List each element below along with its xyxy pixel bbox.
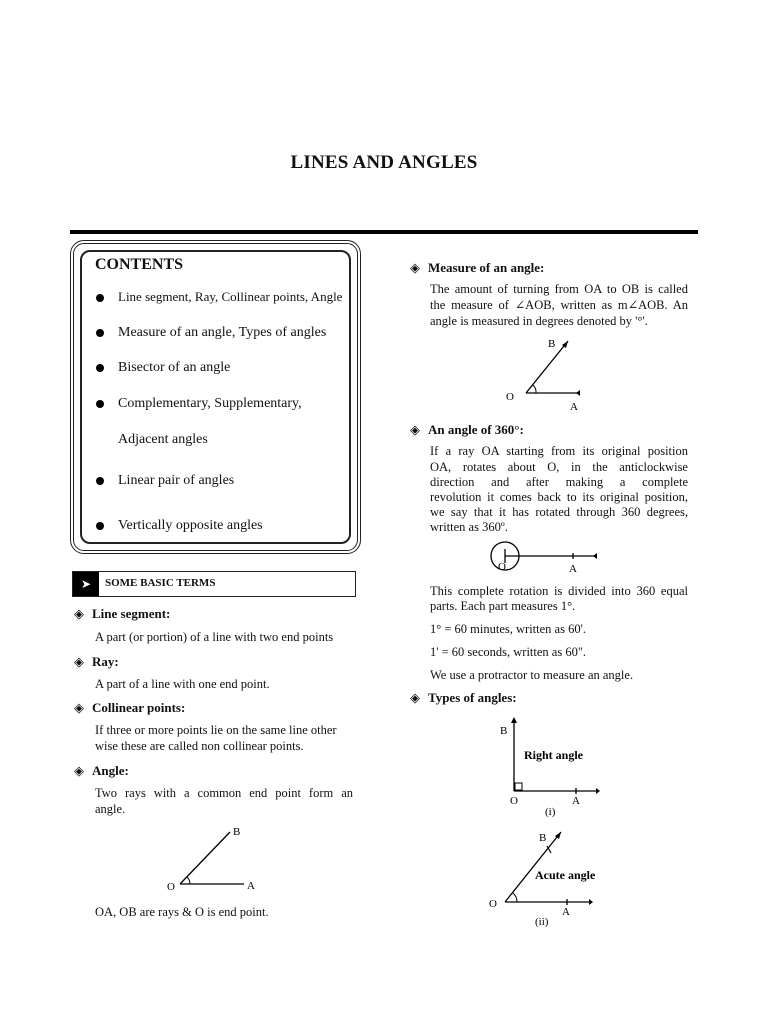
- label-b: B: [539, 832, 547, 844]
- heading-line-segment: ◈ Line segment:: [74, 606, 171, 621]
- contents-item: Complementary, Supplementary,: [96, 396, 302, 412]
- right-angle-figure: [490, 715, 630, 825]
- heading-measure: ◈ Measure of an angle:: [410, 260, 545, 275]
- diamond-icon: ◈: [74, 606, 84, 621]
- measure-line-1: The amount of turning from OA to OB is called: [430, 282, 688, 296]
- arrowhead: [589, 899, 593, 905]
- angle360-line-5: we say that it has rotated through 360 degrees,: [430, 505, 688, 519]
- minutes-line: 1° = 60 minutes, written as 60'.: [430, 622, 586, 636]
- label-b: B: [233, 826, 241, 838]
- bullet-icon: [96, 329, 104, 337]
- seconds-line: 1' = 60 seconds, written as 60".: [430, 645, 587, 659]
- arrowhead: [593, 553, 597, 559]
- rotation-line-1: This complete rotation is divided into 360 equal: [430, 584, 688, 598]
- angle360-line-6: written as 360º.: [430, 520, 508, 534]
- bullet-icon: [96, 400, 104, 408]
- label-a: A: [572, 795, 580, 807]
- acute-angle-figure: [485, 826, 625, 934]
- contents-item: Linear pair of angles: [96, 473, 234, 489]
- label-a: A: [569, 563, 577, 575]
- label-b: B: [548, 338, 556, 350]
- angle-figure-caption: OA, OB are rays & O is end point.: [95, 905, 269, 919]
- protractor-line: We use a protractor to measure an angle.: [430, 668, 634, 682]
- collinear-line-2: wise these are called non collinear points.: [95, 739, 304, 753]
- angle-figure: [160, 820, 280, 900]
- collinear-line-1: If three or more points lie on the same line other: [95, 723, 337, 737]
- label-o: O: [498, 561, 506, 573]
- label-a: A: [247, 880, 255, 892]
- ray-definition: A part of a line with one end point.: [95, 677, 270, 691]
- measure-angle-figure: [500, 335, 600, 415]
- right-angle-marker: [515, 783, 522, 790]
- bullet-icon: [96, 522, 104, 530]
- diamond-icon: ◈: [74, 700, 84, 715]
- figure-caption-ii: (ii): [535, 916, 549, 928]
- rotation-360-figure: [485, 540, 615, 578]
- label-o: O: [167, 881, 175, 893]
- bullet-icon: [96, 477, 104, 485]
- angle-arc: [187, 877, 190, 884]
- heading-angle: ◈ Angle:: [74, 763, 129, 778]
- diamond-icon: ◈: [74, 654, 84, 669]
- arrowhead: [596, 788, 600, 794]
- arrowhead: [511, 717, 517, 723]
- angle-arc: [513, 893, 517, 902]
- contents-item: Bisector of an angle: [96, 360, 230, 376]
- angle360-line-3: direction and after making a complete: [430, 475, 688, 489]
- diamond-icon: ◈: [410, 260, 420, 275]
- contents-item: Measure of an angle, Types of angles: [96, 325, 326, 341]
- bullet-icon: [96, 364, 104, 372]
- arrowhead: [576, 390, 580, 396]
- section-header: [72, 571, 356, 597]
- diamond-icon: ◈: [74, 763, 84, 778]
- label-o: O: [489, 898, 497, 910]
- label-a: A: [562, 906, 570, 918]
- diamond-icon: ◈: [410, 690, 420, 705]
- heading-ray: ◈ Ray:: [74, 654, 119, 669]
- contents-item-continuation: Adjacent angles: [118, 432, 208, 447]
- contents-item: Line segment, Ray, Collinear points, Angle: [96, 289, 342, 305]
- angle-line-1: Two rays with a common end point form an: [95, 786, 353, 800]
- line-segment-definition: A part (or portion) of a line with two end points: [95, 630, 334, 644]
- heading-types-of-angles: ◈ Types of angles:: [410, 690, 517, 705]
- acute-angle-label: Acute angle: [535, 868, 596, 882]
- measure-line-3: angle is measured in degrees denoted by '°'.: [430, 314, 648, 328]
- figure-caption-i: (i): [545, 806, 556, 818]
- angle360-line-2: OA, rotates about O, in the anticlockwise: [430, 460, 688, 474]
- heading-collinear: ◈ Collinear points:: [74, 700, 186, 715]
- measure-line-2: the measure of ∠AOB, written as m∠AOB. An: [430, 298, 688, 312]
- angle360-line-4: revolution it comes back to its original position,: [430, 490, 688, 504]
- label-o: O: [510, 795, 518, 807]
- heading-angle-360: ◈ An angle of 360°:: [410, 422, 524, 437]
- angle-arc: [533, 385, 536, 393]
- right-angle-label: Right angle: [524, 748, 584, 762]
- angle-line-2: angle.: [95, 802, 126, 816]
- rotation-line-2: parts. Each part measures 1°.: [430, 599, 576, 613]
- ray-ob: [180, 832, 230, 884]
- arrow-icon: ➤: [73, 572, 99, 596]
- page-title: LINES AND ANGLES: [290, 152, 478, 173]
- ray-ob: [526, 341, 568, 393]
- ray-ob: [505, 832, 561, 902]
- title-divider: [70, 230, 698, 234]
- label-o: O: [506, 391, 514, 403]
- label-a: A: [570, 401, 578, 413]
- bullet-icon: [96, 294, 104, 302]
- label-b: B: [500, 725, 508, 737]
- contents-title: CONTENTS: [95, 256, 184, 273]
- section-label: SOME BASIC TERMS: [105, 577, 216, 589]
- diamond-icon: ◈: [410, 422, 420, 437]
- contents-item: Vertically opposite angles: [96, 518, 263, 534]
- angle360-line-1: If a ray OA starting from its original position: [430, 444, 688, 458]
